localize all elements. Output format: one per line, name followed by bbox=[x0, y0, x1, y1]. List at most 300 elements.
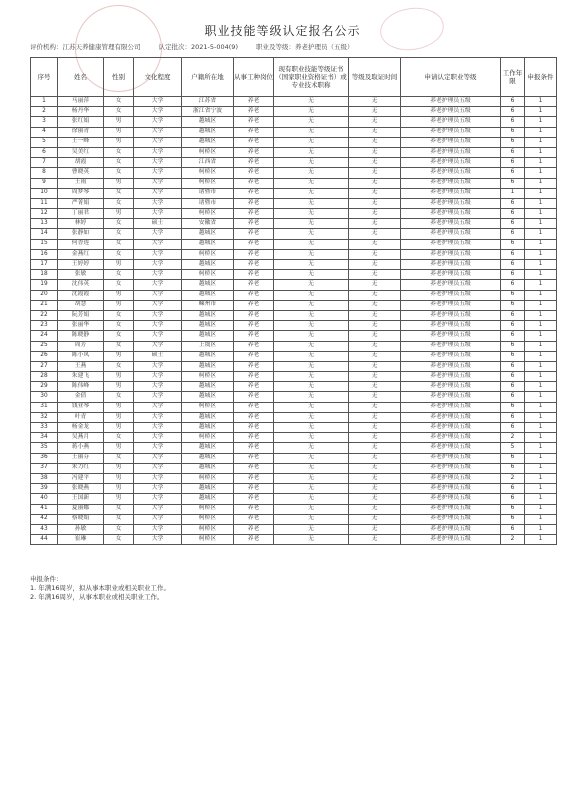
table-cell: 上虞区 bbox=[182, 341, 234, 351]
table-cell: 无 bbox=[274, 443, 349, 453]
table-cell: 6 bbox=[501, 372, 525, 382]
header-index: 序号 bbox=[31, 58, 58, 97]
table-cell: 大学 bbox=[134, 443, 182, 453]
table-cell: 养老 bbox=[234, 361, 274, 371]
table-cell: 无 bbox=[274, 290, 349, 300]
table-cell: 大学 bbox=[134, 229, 182, 239]
table-cell: 6 bbox=[501, 310, 525, 320]
table-cell: 无 bbox=[274, 300, 349, 310]
table-cell: 1 bbox=[525, 168, 557, 178]
table-cell: 金燕红 bbox=[58, 249, 104, 259]
table-row bbox=[31, 310, 557, 320]
table-cell: 36 bbox=[31, 453, 58, 463]
table-cell: 无 bbox=[349, 473, 401, 483]
table-cell: 1 bbox=[525, 423, 557, 433]
table-cell: 大学 bbox=[134, 198, 182, 208]
table-cell: 养老护理员五级 bbox=[401, 412, 501, 422]
table-cell: 男 bbox=[104, 473, 134, 483]
table-cell: 越城区 bbox=[182, 229, 234, 239]
table-cell: 1 bbox=[525, 97, 557, 107]
table-cell: 越城区 bbox=[182, 127, 234, 137]
table-cell: 陈伟峰 bbox=[58, 382, 104, 392]
table-cell: 1 bbox=[525, 453, 557, 463]
table-cell: 马丽萍 bbox=[58, 97, 104, 107]
table-cell: 无 bbox=[349, 341, 401, 351]
table-row bbox=[31, 219, 557, 229]
table-cell: 柯桥区 bbox=[182, 514, 234, 524]
table-cell: 养老护理员五级 bbox=[401, 300, 501, 310]
table-cell: 越城区 bbox=[182, 280, 234, 290]
info-line bbox=[30, 42, 560, 51]
table-row bbox=[31, 423, 557, 433]
table-cell: 23 bbox=[31, 321, 58, 331]
table-cell: 王丽芬 bbox=[58, 453, 104, 463]
table-cell: 44 bbox=[31, 535, 58, 545]
table-cell: 6 bbox=[501, 107, 525, 117]
table-row bbox=[31, 168, 557, 178]
table-cell: 养老 bbox=[234, 382, 274, 392]
table-cell: 女 bbox=[104, 535, 134, 545]
table-cell: 大学 bbox=[134, 392, 182, 402]
table-cell: 大学 bbox=[134, 524, 182, 534]
table-cell: 10 bbox=[31, 188, 58, 198]
table-cell: 养老护理员五级 bbox=[401, 260, 501, 270]
table-cell: 无 bbox=[274, 412, 349, 422]
table-cell: 养老 bbox=[234, 97, 274, 107]
table-cell: 男 bbox=[104, 127, 134, 137]
table-cell: 王婷婷 bbox=[58, 260, 104, 270]
table-cell: 无 bbox=[274, 504, 349, 514]
table-cell: 无 bbox=[274, 392, 349, 402]
table-row bbox=[31, 188, 557, 198]
table-cell: 1 bbox=[525, 249, 557, 259]
table-cell: 女 bbox=[104, 331, 134, 341]
table-cell: 养老护理员五级 bbox=[401, 351, 501, 361]
table-cell: 柯桥区 bbox=[182, 535, 234, 545]
table-cell: 张红娟 bbox=[58, 117, 104, 127]
table-cell: 无 bbox=[349, 270, 401, 280]
header-cert-time: 等级及取证时间 bbox=[349, 58, 401, 97]
table-cell: 16 bbox=[31, 249, 58, 259]
table-row bbox=[31, 392, 557, 402]
table-cell: 大学 bbox=[134, 321, 182, 331]
table-cell: 无 bbox=[349, 280, 401, 290]
table-cell: 大学 bbox=[134, 280, 182, 290]
table-cell: 大学 bbox=[134, 453, 182, 463]
table-row bbox=[31, 463, 557, 473]
table-row bbox=[31, 514, 557, 524]
table-cell: 养老 bbox=[234, 372, 274, 382]
table-cell: 越城区 bbox=[182, 260, 234, 270]
table-cell: 养老 bbox=[234, 127, 274, 137]
table-cell: 无 bbox=[349, 494, 401, 504]
table-cell: 蔡晓娟 bbox=[58, 514, 104, 524]
table-cell: 40 bbox=[31, 494, 58, 504]
table-cell: 养老护理员五级 bbox=[401, 127, 501, 137]
table-cell: 无 bbox=[274, 484, 349, 494]
table-cell: 崔琳 bbox=[58, 535, 104, 545]
header-condition: 申报条件 bbox=[525, 58, 557, 97]
table-cell: 大学 bbox=[134, 504, 182, 514]
table-cell: 无 bbox=[274, 280, 349, 290]
table-cell: 无 bbox=[349, 453, 401, 463]
table-cell: 女 bbox=[104, 270, 134, 280]
table-cell: 无 bbox=[349, 412, 401, 422]
table-row bbox=[31, 524, 557, 534]
table-cell: 无 bbox=[349, 168, 401, 178]
table-cell: 养老 bbox=[234, 433, 274, 443]
table-cell: 大学 bbox=[134, 117, 182, 127]
table-cell: 1 bbox=[525, 239, 557, 249]
table-cell: 6 bbox=[501, 504, 525, 514]
table-cell: 无 bbox=[274, 514, 349, 524]
header-years: 工作年限 bbox=[501, 58, 525, 97]
table-cell: 无 bbox=[349, 443, 401, 453]
table-cell: 养老护理员五级 bbox=[401, 168, 501, 178]
table-cell: 女 bbox=[104, 361, 134, 371]
table-cell: 养老护理员五级 bbox=[401, 270, 501, 280]
table-cell: 1 bbox=[525, 341, 557, 351]
table-cell: 2 bbox=[31, 107, 58, 117]
table-cell: 无 bbox=[274, 260, 349, 270]
table-cell: 无 bbox=[349, 249, 401, 259]
table-cell: 养老 bbox=[234, 300, 274, 310]
header-education: 文化程度 bbox=[134, 58, 182, 97]
table-cell: 女 bbox=[104, 147, 134, 157]
table-cell: 无 bbox=[274, 168, 349, 178]
table-cell: 女 bbox=[104, 321, 134, 331]
table-cell: 无 bbox=[274, 361, 349, 371]
table-cell: 柯桥区 bbox=[182, 524, 234, 534]
table-cell: 柯桥区 bbox=[182, 433, 234, 443]
table-cell: 大学 bbox=[134, 209, 182, 219]
table-cell: 6 bbox=[501, 392, 525, 402]
table-cell: 大学 bbox=[134, 239, 182, 249]
table-cell: 男 bbox=[104, 117, 134, 127]
header-certificate: 现有职业技能等级证书（国家职业资格证书）或专业技术职称 bbox=[274, 58, 349, 97]
table-cell: 1 bbox=[501, 188, 525, 198]
table-cell: 诸暨市 bbox=[182, 188, 234, 198]
table-cell: 沈霞霞 bbox=[58, 290, 104, 300]
table-cell: 养老 bbox=[234, 188, 274, 198]
table-cell: 1 bbox=[31, 97, 58, 107]
table-cell: 养老 bbox=[234, 463, 274, 473]
table-cell: 养老 bbox=[234, 504, 274, 514]
table-cell: 大学 bbox=[134, 300, 182, 310]
table-cell: 男 bbox=[104, 260, 134, 270]
table-cell: 6 bbox=[501, 239, 525, 249]
table-cell: 无 bbox=[274, 524, 349, 534]
table-cell: 1 bbox=[525, 127, 557, 137]
table-cell: 1 bbox=[525, 270, 557, 280]
table-cell: 无 bbox=[349, 107, 401, 117]
table-cell: 大学 bbox=[134, 158, 182, 168]
table-cell: 大学 bbox=[134, 168, 182, 178]
table-cell: 养老 bbox=[234, 209, 274, 219]
table-cell: 养老护理员五级 bbox=[401, 137, 501, 147]
table-cell: 12 bbox=[31, 209, 58, 219]
table-cell: 1 bbox=[525, 443, 557, 453]
table-cell: 42 bbox=[31, 514, 58, 524]
table-cell: 养老护理员五级 bbox=[401, 453, 501, 463]
table-cell: 1 bbox=[525, 219, 557, 229]
table-cell: 无 bbox=[274, 331, 349, 341]
table-cell: 养老 bbox=[234, 178, 274, 188]
table-cell: 1 bbox=[525, 331, 557, 341]
table-cell: 无 bbox=[349, 239, 401, 249]
table-row bbox=[31, 443, 557, 453]
table-cell: 浙江省宁波 bbox=[182, 107, 234, 117]
table-cell: 13 bbox=[31, 219, 58, 229]
table-cell: 1 bbox=[525, 433, 557, 443]
table-cell: 大学 bbox=[134, 382, 182, 392]
table-cell: 大学 bbox=[134, 188, 182, 198]
table-cell: 养老护理员五级 bbox=[401, 117, 501, 127]
table-cell: 5 bbox=[31, 137, 58, 147]
table-cell: 38 bbox=[31, 473, 58, 483]
table-cell: 29 bbox=[31, 382, 58, 392]
table-cell: 养老 bbox=[234, 494, 274, 504]
table-cell: 大学 bbox=[134, 290, 182, 300]
table-cell: 越城区 bbox=[182, 453, 234, 463]
table-cell: 金倩 bbox=[58, 392, 104, 402]
table-cell: 男 bbox=[104, 494, 134, 504]
table-cell: 1 bbox=[525, 117, 557, 127]
table-cell: 沈伟英 bbox=[58, 280, 104, 290]
table-cell: 25 bbox=[31, 341, 58, 351]
table-cell: 养老护理员五级 bbox=[401, 147, 501, 157]
table-cell: 养老 bbox=[234, 280, 274, 290]
table-cell: 养老 bbox=[234, 117, 274, 127]
table-cell: 6 bbox=[501, 219, 525, 229]
table-cell: 养老护理员五级 bbox=[401, 524, 501, 534]
table-cell: 女 bbox=[104, 219, 134, 229]
table-cell: 冯建平 bbox=[58, 473, 104, 483]
table-cell: 无 bbox=[274, 209, 349, 219]
table-cell: 养老 bbox=[234, 473, 274, 483]
table-cell: 41 bbox=[31, 504, 58, 514]
table-cell: 大学 bbox=[134, 147, 182, 157]
table-cell: 越城区 bbox=[182, 494, 234, 504]
table-row bbox=[31, 412, 557, 422]
table-cell: 无 bbox=[274, 341, 349, 351]
table-cell: 大学 bbox=[134, 270, 182, 280]
table-cell: 无 bbox=[274, 198, 349, 208]
table-cell: 6 bbox=[501, 382, 525, 392]
table-cell: 6 bbox=[501, 117, 525, 127]
table-cell: 养老 bbox=[234, 229, 274, 239]
table-cell: 6 bbox=[501, 158, 525, 168]
table-row bbox=[31, 321, 557, 331]
table-cell: 越城区 bbox=[182, 463, 234, 473]
table-cell: 无 bbox=[349, 524, 401, 534]
table-cell: 无 bbox=[274, 107, 349, 117]
table-row bbox=[31, 178, 557, 188]
table-cell: 养老 bbox=[234, 453, 274, 463]
header-name: 姓名 bbox=[58, 58, 104, 97]
table-cell: 39 bbox=[31, 484, 58, 494]
table-row bbox=[31, 229, 557, 239]
table-cell: 6 bbox=[501, 198, 525, 208]
table-cell: 女 bbox=[104, 168, 134, 178]
table-cell: 6 bbox=[501, 127, 525, 137]
table-row bbox=[31, 107, 557, 117]
table-cell: 越城区 bbox=[182, 351, 234, 361]
table-cell: 18 bbox=[31, 270, 58, 280]
table-cell: 男 bbox=[104, 402, 134, 412]
table-cell: 柯桥区 bbox=[182, 270, 234, 280]
table-cell: 6 bbox=[501, 361, 525, 371]
table-cell: 无 bbox=[349, 392, 401, 402]
table-cell: 女 bbox=[104, 504, 134, 514]
table-cell: 1 bbox=[525, 504, 557, 514]
table-cell: 养老护理员五级 bbox=[401, 494, 501, 504]
table-cell: 无 bbox=[349, 484, 401, 494]
table-cell: 胡慧 bbox=[58, 300, 104, 310]
table-cell: 1 bbox=[525, 372, 557, 382]
table-cell: 35 bbox=[31, 443, 58, 453]
table-cell: 3 bbox=[31, 117, 58, 127]
table-cell: 6 bbox=[501, 514, 525, 524]
table-cell: 6 bbox=[501, 168, 525, 178]
table-cell: 女 bbox=[104, 229, 134, 239]
table-cell: 养老护理员五级 bbox=[401, 290, 501, 300]
table-cell: 男 bbox=[104, 463, 134, 473]
table-row bbox=[31, 331, 557, 341]
table-cell: 王雨 bbox=[58, 178, 104, 188]
table-cell: 6 bbox=[501, 351, 525, 361]
table-cell: 24 bbox=[31, 331, 58, 341]
table-cell: 养老护理员五级 bbox=[401, 198, 501, 208]
table-cell: 徐丽青 bbox=[58, 127, 104, 137]
table-cell: 2 bbox=[501, 535, 525, 545]
note-item-1: 1. 年满16周岁，拟从事本职业或相关职业工作。 bbox=[30, 583, 171, 592]
table-cell: 柯桥区 bbox=[182, 504, 234, 514]
table-cell: 何香莲 bbox=[58, 239, 104, 249]
table-cell: 养老护理员五级 bbox=[401, 321, 501, 331]
table-cell: 养老护理员五级 bbox=[401, 158, 501, 168]
header-job: 从事工种岗位 bbox=[234, 58, 274, 97]
table-cell: 越城区 bbox=[182, 382, 234, 392]
table-cell: 杨金龙 bbox=[58, 423, 104, 433]
table-cell: 柯桥区 bbox=[182, 372, 234, 382]
table-cell: 无 bbox=[349, 351, 401, 361]
table-cell: 嵊州市 bbox=[182, 300, 234, 310]
table-cell: 王一峰 bbox=[58, 137, 104, 147]
table-cell: 养老 bbox=[234, 260, 274, 270]
table-cell: 柯桥区 bbox=[182, 249, 234, 259]
table-cell: 朱建飞 bbox=[58, 372, 104, 382]
table-cell: 大学 bbox=[134, 372, 182, 382]
table-cell: 无 bbox=[349, 219, 401, 229]
table-cell: 20 bbox=[31, 290, 58, 300]
table-cell: 养老护理员五级 bbox=[401, 188, 501, 198]
table-cell: 大学 bbox=[134, 423, 182, 433]
table-cell: 养老护理员五级 bbox=[401, 178, 501, 188]
table-cell: 无 bbox=[274, 535, 349, 545]
table-cell: 女 bbox=[104, 341, 134, 351]
table-cell: 养老 bbox=[234, 310, 274, 320]
table-cell: 22 bbox=[31, 310, 58, 320]
table-cell: 越城区 bbox=[182, 443, 234, 453]
table-cell: 无 bbox=[349, 260, 401, 270]
table-row bbox=[31, 198, 557, 208]
table-cell: 无 bbox=[349, 188, 401, 198]
table-row bbox=[31, 147, 557, 157]
table-cell: 大学 bbox=[134, 310, 182, 320]
table-cell: 无 bbox=[349, 372, 401, 382]
table-cell: 1 bbox=[525, 402, 557, 412]
table-cell: 无 bbox=[274, 382, 349, 392]
table-cell: 6 bbox=[501, 137, 525, 147]
info-occupation: 职业及等级：养老护理员（五级） bbox=[255, 43, 354, 51]
table-cell: 37 bbox=[31, 463, 58, 473]
table-cell: 2 bbox=[501, 473, 525, 483]
table-cell: 养老 bbox=[234, 239, 274, 249]
table-cell: 无 bbox=[274, 473, 349, 483]
table-cell: 无 bbox=[274, 158, 349, 168]
table-cell: 钱亚琴 bbox=[58, 402, 104, 412]
header-level: 申请认定职业等级 bbox=[401, 58, 501, 97]
table-cell: 6 bbox=[31, 147, 58, 157]
table-cell: 养老 bbox=[234, 351, 274, 361]
table-cell: 养老 bbox=[234, 168, 274, 178]
table-cell: 养老护理员五级 bbox=[401, 361, 501, 371]
table-cell: 朱力红 bbox=[58, 463, 104, 473]
table-cell: 19 bbox=[31, 280, 58, 290]
table-cell: 大学 bbox=[134, 260, 182, 270]
table-cell: 1 bbox=[525, 158, 557, 168]
table-cell: 养老 bbox=[234, 107, 274, 117]
table-cell: 养老 bbox=[234, 158, 274, 168]
table-cell: 男 bbox=[104, 372, 134, 382]
table-cell: 周梦琴 bbox=[58, 188, 104, 198]
table-cell: 无 bbox=[274, 147, 349, 157]
table-cell: 1 bbox=[525, 198, 557, 208]
table-cell: 无 bbox=[274, 249, 349, 259]
table-row bbox=[31, 158, 557, 168]
table-cell: 女 bbox=[104, 514, 134, 524]
table-cell: 男 bbox=[104, 443, 134, 453]
notes-heading: 申报条件： bbox=[30, 575, 63, 583]
table-cell: 养老 bbox=[234, 484, 274, 494]
table-cell: 无 bbox=[274, 97, 349, 107]
table-cell: 1 bbox=[525, 463, 557, 473]
table-row bbox=[31, 433, 557, 443]
table-cell: 1 bbox=[525, 280, 557, 290]
table-cell: 养老护理员五级 bbox=[401, 382, 501, 392]
table-cell: 1 bbox=[525, 412, 557, 422]
table-cell: 无 bbox=[349, 158, 401, 168]
table-cell: 1 bbox=[525, 382, 557, 392]
table-row bbox=[31, 137, 557, 147]
table-cell: 无 bbox=[349, 382, 401, 392]
table-cell: 1 bbox=[525, 178, 557, 188]
table-cell: 无 bbox=[349, 433, 401, 443]
table-cell: 杨丹华 bbox=[58, 107, 104, 117]
table-cell: 柯桥区 bbox=[182, 178, 234, 188]
table-cell: 6 bbox=[501, 453, 525, 463]
table-cell: 养老护理员五级 bbox=[401, 249, 501, 259]
table-cell: 养老护理员五级 bbox=[401, 219, 501, 229]
table-cell: 无 bbox=[274, 372, 349, 382]
table-cell: 1 bbox=[525, 484, 557, 494]
table-cell: 无 bbox=[274, 310, 349, 320]
table-cell: 1 bbox=[525, 147, 557, 157]
table-cell: 5 bbox=[501, 443, 525, 453]
table-cell: 养老 bbox=[234, 412, 274, 422]
table-cell: 养老 bbox=[234, 147, 274, 157]
